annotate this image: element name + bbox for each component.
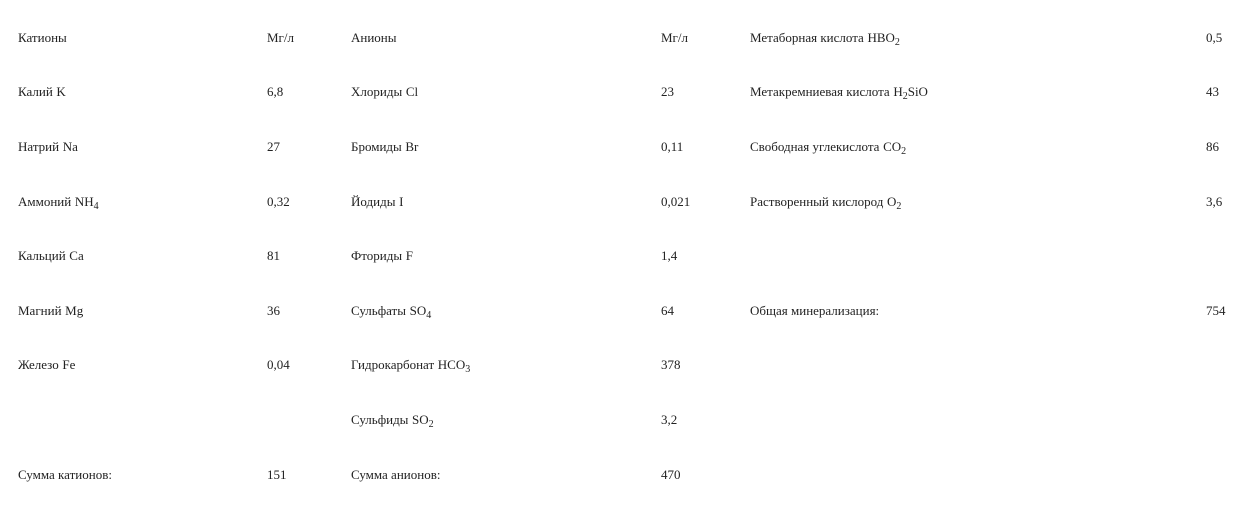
other-formula-sub: 2: [894, 36, 900, 48]
cation-formula-main: Na: [62, 138, 78, 154]
cation-value-cell: [267, 10, 351, 65]
other-value-cell: [1206, 447, 1253, 502]
anion-name: Сульфаты: [351, 302, 406, 318]
cation-value-cell: [267, 392, 351, 447]
anion-value-cell: [661, 338, 750, 393]
anion-formula-main: Br: [405, 138, 419, 154]
anion-value: 0,021: [661, 193, 691, 209]
cation-name: Аммоний: [18, 193, 72, 209]
cation-formula-main: NH: [74, 193, 94, 209]
cation-name: Магний: [18, 302, 62, 318]
other-value: 43: [1206, 84, 1219, 100]
anion-value: 378: [661, 357, 681, 373]
cation-value-cell: [267, 65, 351, 120]
other-name-cell: [750, 65, 1206, 120]
cation-name-cell: [0, 174, 267, 229]
anion-name-cell: [351, 10, 661, 65]
anion-name-cell: [351, 283, 661, 338]
other-value-cell: [1206, 228, 1253, 283]
anion-value: 23: [661, 84, 674, 100]
cation-formula: [63, 139, 78, 154]
anion-name: Бромиды: [351, 138, 402, 154]
cation-name: Калий: [18, 84, 53, 100]
other-value-cell: [1206, 174, 1253, 229]
cation-name-cell: [0, 119, 267, 174]
other-formula-main: O: [887, 193, 897, 209]
table-row: [0, 228, 1253, 283]
anion-value: 470: [661, 466, 681, 482]
anion-value: 64: [661, 302, 674, 318]
other-name: Растворенный кислород: [750, 193, 884, 209]
other-value: 0,5: [1206, 29, 1223, 45]
other-formula-main: H: [893, 84, 903, 100]
table-row: [0, 119, 1253, 174]
other-value-cell: [1206, 338, 1253, 393]
anion-formula: [405, 139, 418, 154]
anion-name: Фториды: [351, 248, 403, 264]
cation-name: Кальций: [18, 248, 66, 264]
anion-value-cell: [661, 10, 750, 65]
cation-name-cell: [0, 338, 267, 393]
cation-value: Мг/л: [267, 29, 294, 45]
cation-formula-main: Mg: [65, 302, 84, 318]
anion-value: Мг/л: [661, 29, 688, 45]
cation-formula: [69, 248, 83, 263]
other-name-cell: [750, 283, 1206, 338]
other-name: Общая минерализация:: [750, 302, 880, 318]
cation-value: 27: [267, 138, 280, 154]
anion-name-cell: [351, 119, 661, 174]
anion-formula: [437, 357, 471, 376]
anion-name: Хлориды: [351, 84, 403, 100]
anion-value-cell: [661, 283, 750, 338]
anion-formula-main: I: [399, 193, 404, 209]
anion-value: 3,2: [661, 411, 678, 427]
cation-value: 81: [267, 248, 280, 264]
anion-formula-main: Cl: [405, 84, 419, 100]
anion-formula: [406, 84, 418, 99]
anion-value: 1,4: [661, 248, 678, 264]
cation-formula-main: Fe: [62, 357, 76, 373]
cation-value: 6,8: [267, 84, 284, 100]
cation-name: Натрий: [18, 138, 60, 154]
anion-name-cell: [351, 447, 661, 502]
other-name-cell: [750, 447, 1206, 502]
other-formula: [883, 138, 907, 157]
cation-name-cell: [0, 447, 267, 502]
cation-value: 36: [267, 302, 280, 318]
table-row: [0, 174, 1253, 229]
other-name-cell: [750, 392, 1206, 447]
water-composition-table: [0, 10, 1253, 501]
cation-name: Сумма катионов:: [18, 466, 112, 482]
table-row: [0, 10, 1253, 65]
cation-value: 151: [267, 466, 287, 482]
anion-value: 0,11: [661, 138, 684, 154]
cation-value-cell: [267, 338, 351, 393]
anion-name: Сумма анионов:: [351, 466, 441, 482]
cation-name: Железо: [18, 357, 59, 373]
cation-formula-sub: 4: [93, 200, 99, 212]
anion-name: Йодиды: [351, 193, 396, 209]
anion-name: Гидрокарбонат: [351, 357, 435, 373]
anion-value-cell: [661, 174, 750, 229]
table-row: [0, 447, 1253, 502]
cation-name-cell: [0, 392, 267, 447]
other-value-cell: [1206, 119, 1253, 174]
anion-formula: [412, 411, 434, 430]
other-formula-sub: 2: [902, 91, 908, 103]
cation-value: 0,04: [267, 357, 290, 373]
table-row: [0, 283, 1253, 338]
anion-formula-main: HCO: [437, 357, 466, 373]
anion-value-cell: [661, 119, 750, 174]
other-value-cell: [1206, 65, 1253, 120]
other-name: Свободная углекислота: [750, 138, 880, 154]
anion-formula-main: SO: [409, 302, 427, 318]
other-formula: [893, 84, 928, 103]
anion-formula: [406, 248, 413, 263]
other-name-cell: [750, 228, 1206, 283]
other-name-cell: [750, 174, 1206, 229]
anion-name-cell: [351, 392, 661, 447]
anion-value-cell: [661, 228, 750, 283]
other-name-cell: [750, 119, 1206, 174]
cation-value-cell: [267, 283, 351, 338]
cation-formula: [62, 357, 75, 372]
table-row: [0, 392, 1253, 447]
table-body: [0, 10, 1253, 501]
anion-name-cell: [351, 65, 661, 120]
anion-value-cell: [661, 65, 750, 120]
anion-formula-sub: 2: [428, 418, 434, 430]
cation-name-cell: [0, 283, 267, 338]
anion-name: Анионы: [351, 29, 397, 45]
anion-name-cell: [351, 228, 661, 283]
cation-name-cell: [0, 10, 267, 65]
anion-formula: [409, 302, 432, 321]
anion-formula-main: F: [405, 248, 413, 264]
cation-name: Катионы: [18, 29, 67, 45]
other-value-cell: [1206, 392, 1253, 447]
anion-formula: [399, 194, 403, 209]
other-name-cell: [750, 10, 1206, 65]
other-value-cell: [1206, 10, 1253, 65]
other-formula-main: HBO: [867, 29, 895, 45]
other-name: Метаборная кислота: [750, 29, 864, 45]
other-value: 754: [1206, 302, 1226, 318]
cation-formula: [65, 303, 83, 318]
other-formula: [867, 29, 900, 48]
table-row: [0, 338, 1253, 393]
other-value-cell: [1206, 283, 1253, 338]
other-value: 3,6: [1206, 193, 1223, 209]
cation-name-cell: [0, 228, 267, 283]
other-formula-tail: SiO: [907, 84, 928, 100]
cation-formula: [56, 84, 65, 99]
anion-formula-main: SO: [412, 411, 429, 427]
other-name: Метакремниевая кислота: [750, 84, 890, 100]
cation-formula: [74, 193, 99, 212]
anion-value-cell: [661, 447, 750, 502]
anion-formula-sub: 3: [465, 364, 471, 376]
cation-formula-main: K: [56, 84, 66, 100]
anion-formula-sub: 4: [426, 309, 432, 321]
cation-value-cell: [267, 119, 351, 174]
cation-name-cell: [0, 65, 267, 120]
cation-value: 0,32: [267, 193, 290, 209]
other-name-cell: [750, 338, 1206, 393]
other-value: 86: [1206, 138, 1219, 154]
other-formula: [887, 193, 902, 212]
cation-value-cell: [267, 447, 351, 502]
table-row: [0, 65, 1253, 120]
cation-value-cell: [267, 228, 351, 283]
anion-value-cell: [661, 392, 750, 447]
other-formula-sub: 2: [901, 145, 907, 157]
anion-name-cell: [351, 174, 661, 229]
cation-formula-main: Ca: [69, 248, 84, 264]
other-formula-main: CO: [883, 138, 902, 154]
cation-value-cell: [267, 174, 351, 229]
anion-name: Сульфиды: [351, 411, 409, 427]
other-formula-sub: 2: [896, 200, 902, 212]
anion-name-cell: [351, 338, 661, 393]
